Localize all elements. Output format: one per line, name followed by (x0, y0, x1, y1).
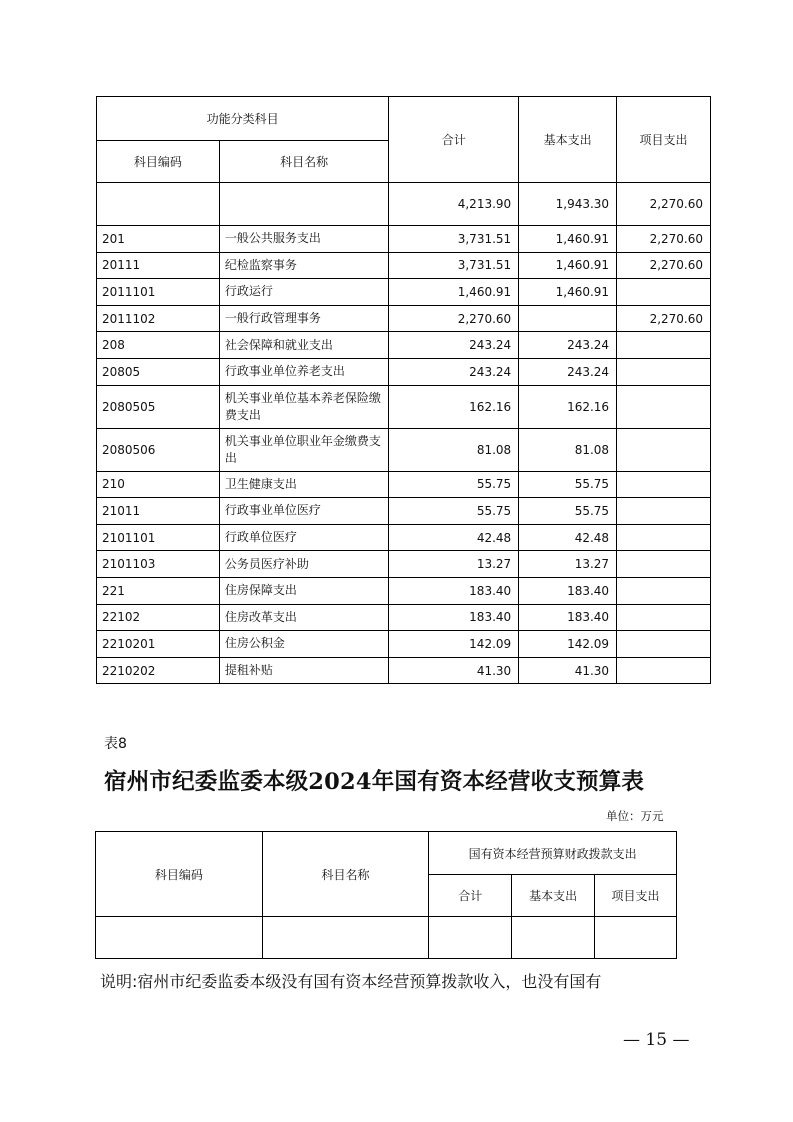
header-subject-name: 科目名称 (219, 141, 389, 183)
row-basic: 13.27 (519, 551, 617, 578)
total-row-total: 4,213.90 (389, 183, 519, 226)
row-project (617, 279, 711, 306)
table-row (97, 577, 711, 604)
row-total: 162.16 (389, 385, 519, 428)
row-name: 行政运行 (219, 279, 389, 306)
t8-header-group: 国有资本经营预算财政拨款支出 (429, 832, 677, 875)
row-code: 208 (97, 332, 220, 359)
row-name: 机关事业单位职业年金缴费支出 (219, 428, 389, 471)
row-project (617, 657, 711, 684)
table-row (97, 252, 711, 279)
row-code: 2011101 (97, 279, 220, 306)
total-row-project: 2,270.60 (617, 183, 711, 226)
t8-empty-row (96, 917, 677, 959)
row-total: 55.75 (389, 471, 519, 498)
row-total: 13.27 (389, 551, 519, 578)
header-function-category: 功能分类科目 (97, 97, 389, 141)
row-code: 221 (97, 577, 220, 604)
row-project (617, 524, 711, 551)
row-code: 2080506 (97, 428, 220, 471)
total-row-basic: 1,943.30 (519, 183, 617, 226)
row-total: 1,460.91 (389, 279, 519, 306)
row-basic: 243.24 (519, 358, 617, 385)
row-basic: 243.24 (519, 332, 617, 359)
table-row (97, 604, 711, 631)
total-row-code (97, 183, 220, 226)
row-total: 81.08 (389, 428, 519, 471)
row-basic: 1,460.91 (519, 252, 617, 279)
table-row (97, 385, 711, 428)
row-project: 2,270.60 (617, 252, 711, 279)
row-name: 住房公积金 (219, 631, 389, 658)
row-basic: 162.16 (519, 385, 617, 428)
row-project (617, 332, 711, 359)
row-basic: 81.08 (519, 428, 617, 471)
row-project (617, 471, 711, 498)
table-row (97, 498, 711, 525)
table-row (97, 226, 711, 253)
row-code: 2101103 (97, 551, 220, 578)
table-row (97, 657, 711, 684)
t8-header-project: 项目支出 (595, 875, 677, 917)
t8-header-basic: 基本支出 (512, 875, 595, 917)
row-total: 42.48 (389, 524, 519, 551)
row-name: 行政事业单位养老支出 (219, 358, 389, 385)
row-basic: 183.40 (519, 577, 617, 604)
table-label: 表8 (104, 736, 127, 752)
table-row (97, 551, 711, 578)
row-total: 3,731.51 (389, 226, 519, 253)
table-row (97, 631, 711, 658)
state-capital-budget-table (95, 831, 677, 959)
row-name: 机关事业单位基本养老保险缴费支出 (219, 385, 389, 428)
row-name: 一般行政管理事务 (219, 305, 389, 332)
budget-expenditure-table (96, 96, 711, 684)
row-basic: 55.75 (519, 471, 617, 498)
row-code: 22102 (97, 604, 220, 631)
row-project (617, 551, 711, 578)
row-code: 2011102 (97, 305, 220, 332)
row-name: 公务员医疗补助 (219, 551, 389, 578)
row-name: 行政事业单位医疗 (219, 498, 389, 525)
row-basic (519, 305, 617, 332)
row-basic: 183.40 (519, 604, 617, 631)
row-basic: 42.48 (519, 524, 617, 551)
t8-empty-cell (429, 917, 512, 959)
t8-header-subject-code: 科目编码 (96, 832, 263, 917)
table-row (97, 471, 711, 498)
row-project: 2,270.60 (617, 305, 711, 332)
page-title: 宿州市纪委监委本级2024年国有资本经营收支预算表 (104, 769, 645, 795)
t8-empty-cell (595, 917, 677, 959)
row-name: 纪检监察事务 (219, 252, 389, 279)
row-basic: 1,460.91 (519, 226, 617, 253)
row-code: 2210202 (97, 657, 220, 684)
table-row (97, 358, 711, 385)
row-basic: 41.30 (519, 657, 617, 684)
row-code: 201 (97, 226, 220, 253)
t8-empty-cell (262, 917, 429, 959)
t8-header-total: 合计 (429, 875, 512, 917)
explanation-note: 说明:宿州市纪委监委本级没有国有资本经营预算拨款收入，也没有国有 (100, 972, 602, 991)
row-name: 行政单位医疗 (219, 524, 389, 551)
table-row (97, 332, 711, 359)
table-row (97, 305, 711, 332)
row-project: 2,270.60 (617, 226, 711, 253)
unit-label: 单位：万元 (606, 809, 664, 823)
row-project (617, 385, 711, 428)
row-name: 社会保障和就业支出 (219, 332, 389, 359)
row-total: 3,731.51 (389, 252, 519, 279)
t8-empty-cell (512, 917, 595, 959)
row-project (617, 428, 711, 471)
header-total: 合计 (389, 97, 519, 183)
row-code: 2080505 (97, 385, 220, 428)
row-basic: 142.09 (519, 631, 617, 658)
row-code: 20805 (97, 358, 220, 385)
row-total: 183.40 (389, 604, 519, 631)
row-total: 142.09 (389, 631, 519, 658)
total-row-name (219, 183, 389, 226)
row-project (617, 358, 711, 385)
row-name: 住房改革支出 (219, 604, 389, 631)
row-name: 提租补贴 (219, 657, 389, 684)
total-row (97, 183, 711, 226)
row-total: 55.75 (389, 498, 519, 525)
row-total: 2,270.60 (389, 305, 519, 332)
table-row (97, 279, 711, 306)
header-subject-code: 科目编码 (97, 141, 220, 183)
row-project (617, 604, 711, 631)
header-project-expenditure: 项目支出 (617, 97, 711, 183)
t8-empty-cell (96, 917, 263, 959)
row-code: 210 (97, 471, 220, 498)
row-name: 卫生健康支出 (219, 471, 389, 498)
row-total: 41.30 (389, 657, 519, 684)
page-number: — 15 — (623, 1030, 690, 1050)
row-basic: 55.75 (519, 498, 617, 525)
row-project (617, 631, 711, 658)
header-basic-expenditure: 基本支出 (519, 97, 617, 183)
row-code: 2210201 (97, 631, 220, 658)
t8-header-subject-name: 科目名称 (262, 832, 429, 917)
row-code: 21011 (97, 498, 220, 525)
row-name: 一般公共服务支出 (219, 226, 389, 253)
table-row (97, 524, 711, 551)
row-total: 183.40 (389, 577, 519, 604)
row-code: 20111 (97, 252, 220, 279)
row-name: 住房保障支出 (219, 577, 389, 604)
row-project (617, 498, 711, 525)
table-row (97, 428, 711, 471)
row-total: 243.24 (389, 358, 519, 385)
row-code: 2101101 (97, 524, 220, 551)
row-basic: 1,460.91 (519, 279, 617, 306)
row-project (617, 577, 711, 604)
row-total: 243.24 (389, 332, 519, 359)
